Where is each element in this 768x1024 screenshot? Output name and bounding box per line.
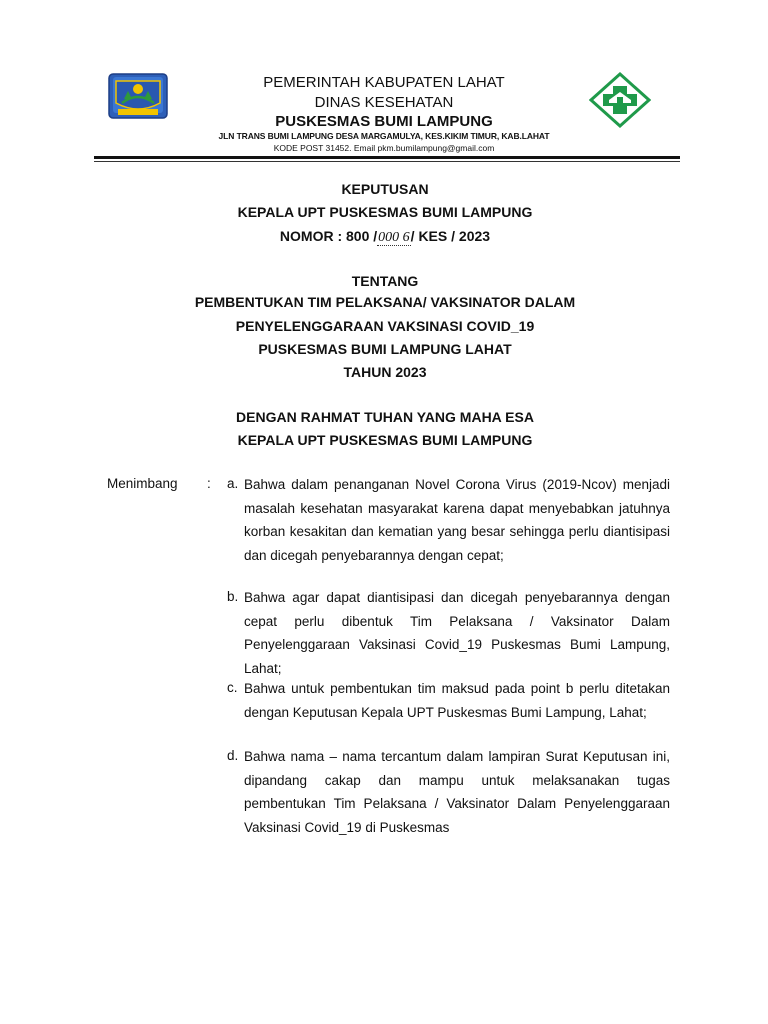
list-item: Bahwa agar dapat diantisipasi dan dicegah penyebarannya dengan cepat perlu dibentuk Tim Pelaksana / Vaksinator Dalam Penyelenggaraan Vaksinasi Covid_19 Puskesmas Bumi Lampung, Lahat; xyxy=(244,590,670,676)
decree-number-prefix: NOMOR : 800 / xyxy=(279,228,378,244)
list-item: Bahwa nama – nama tercantum dalam lampiran Surat Keputusan ini, dipandang cakap dan mampu untuk melaksanakan tugas pembentukan Tim Pelaksana / Vaksinator Dalam Penyelenggaraan Vaksinasi Covid_19 di Puskesmas xyxy=(244,749,670,835)
decree-issuer: KEPALA UPT PUSKESMAS BUMI LAMPUNG xyxy=(237,204,533,220)
subject-year: TAHUN 2023 xyxy=(343,364,427,380)
list-item-letter: d. xyxy=(227,748,239,763)
government-name: PEMERINTAH KABUPATEN LAHAT xyxy=(263,74,505,91)
blessing-line: DENGAN RAHMAT TUHAN YANG MAHA ESA xyxy=(236,409,534,425)
list-item: Bahwa untuk pembentukan tim maksud pada point b perlu ditetakan dengan Keputusan Kepala UPT Puskesmas Bumi Lampung, Lahat; xyxy=(244,681,670,720)
issuer-line: KEPALA UPT PUSKESMAS BUMI LAMPUNG xyxy=(237,432,533,448)
letterhead-divider-thin xyxy=(94,161,680,162)
about-heading: TENTANG xyxy=(351,273,419,289)
decree-number-suffix: / KES / 2023 xyxy=(410,228,491,244)
letterhead-divider xyxy=(94,156,680,159)
subject-line-1: PEMBENTUKAN TIM PELAKSANA/ VAKSINATOR DALAM xyxy=(194,294,576,310)
puskesmas-logo-icon xyxy=(589,72,651,128)
institution-address: JLN TRANS BUMI LAMPUNG DESA MARGAMULYA, KES.KIKIM TIMUR, KAB.LAHAT xyxy=(218,131,550,141)
list-item: Bahwa dalam penanganan Novel Corona Virus (2019-Ncov) menjadi masalah kesehatan masyarakat karena dapat menyebabkan jatuhnya korban kesakitan dan kematian yang besar sehingga perlu diantisipasi dan dicegah penyebarannya dengan cepat; xyxy=(244,477,670,563)
subject-line-2: PENYELENGGARAAN VAKSINASI COVID_19 xyxy=(235,318,535,334)
considering-colon: : xyxy=(207,476,211,491)
decree-heading: KEPUTUSAN xyxy=(341,181,429,197)
list-item-letter: c. xyxy=(227,680,238,695)
postal-email-line: KODE POST 31452. Email pkm.bumilampung@gmail.com xyxy=(273,143,495,153)
department-name: DINAS KESEHATAN xyxy=(314,94,454,111)
considering-label: Menimbang xyxy=(107,476,178,491)
decree-number xyxy=(100,228,670,246)
subject-line-3: PUSKESMAS BUMI LAMPUNG LAHAT xyxy=(258,341,512,357)
institution-name: PUSKESMAS BUMI LAMPUNG xyxy=(275,113,493,130)
decree-number-value: 000 6 xyxy=(378,230,410,245)
list-item-letter: a. xyxy=(227,476,239,491)
list-item-letter: b. xyxy=(227,589,239,604)
